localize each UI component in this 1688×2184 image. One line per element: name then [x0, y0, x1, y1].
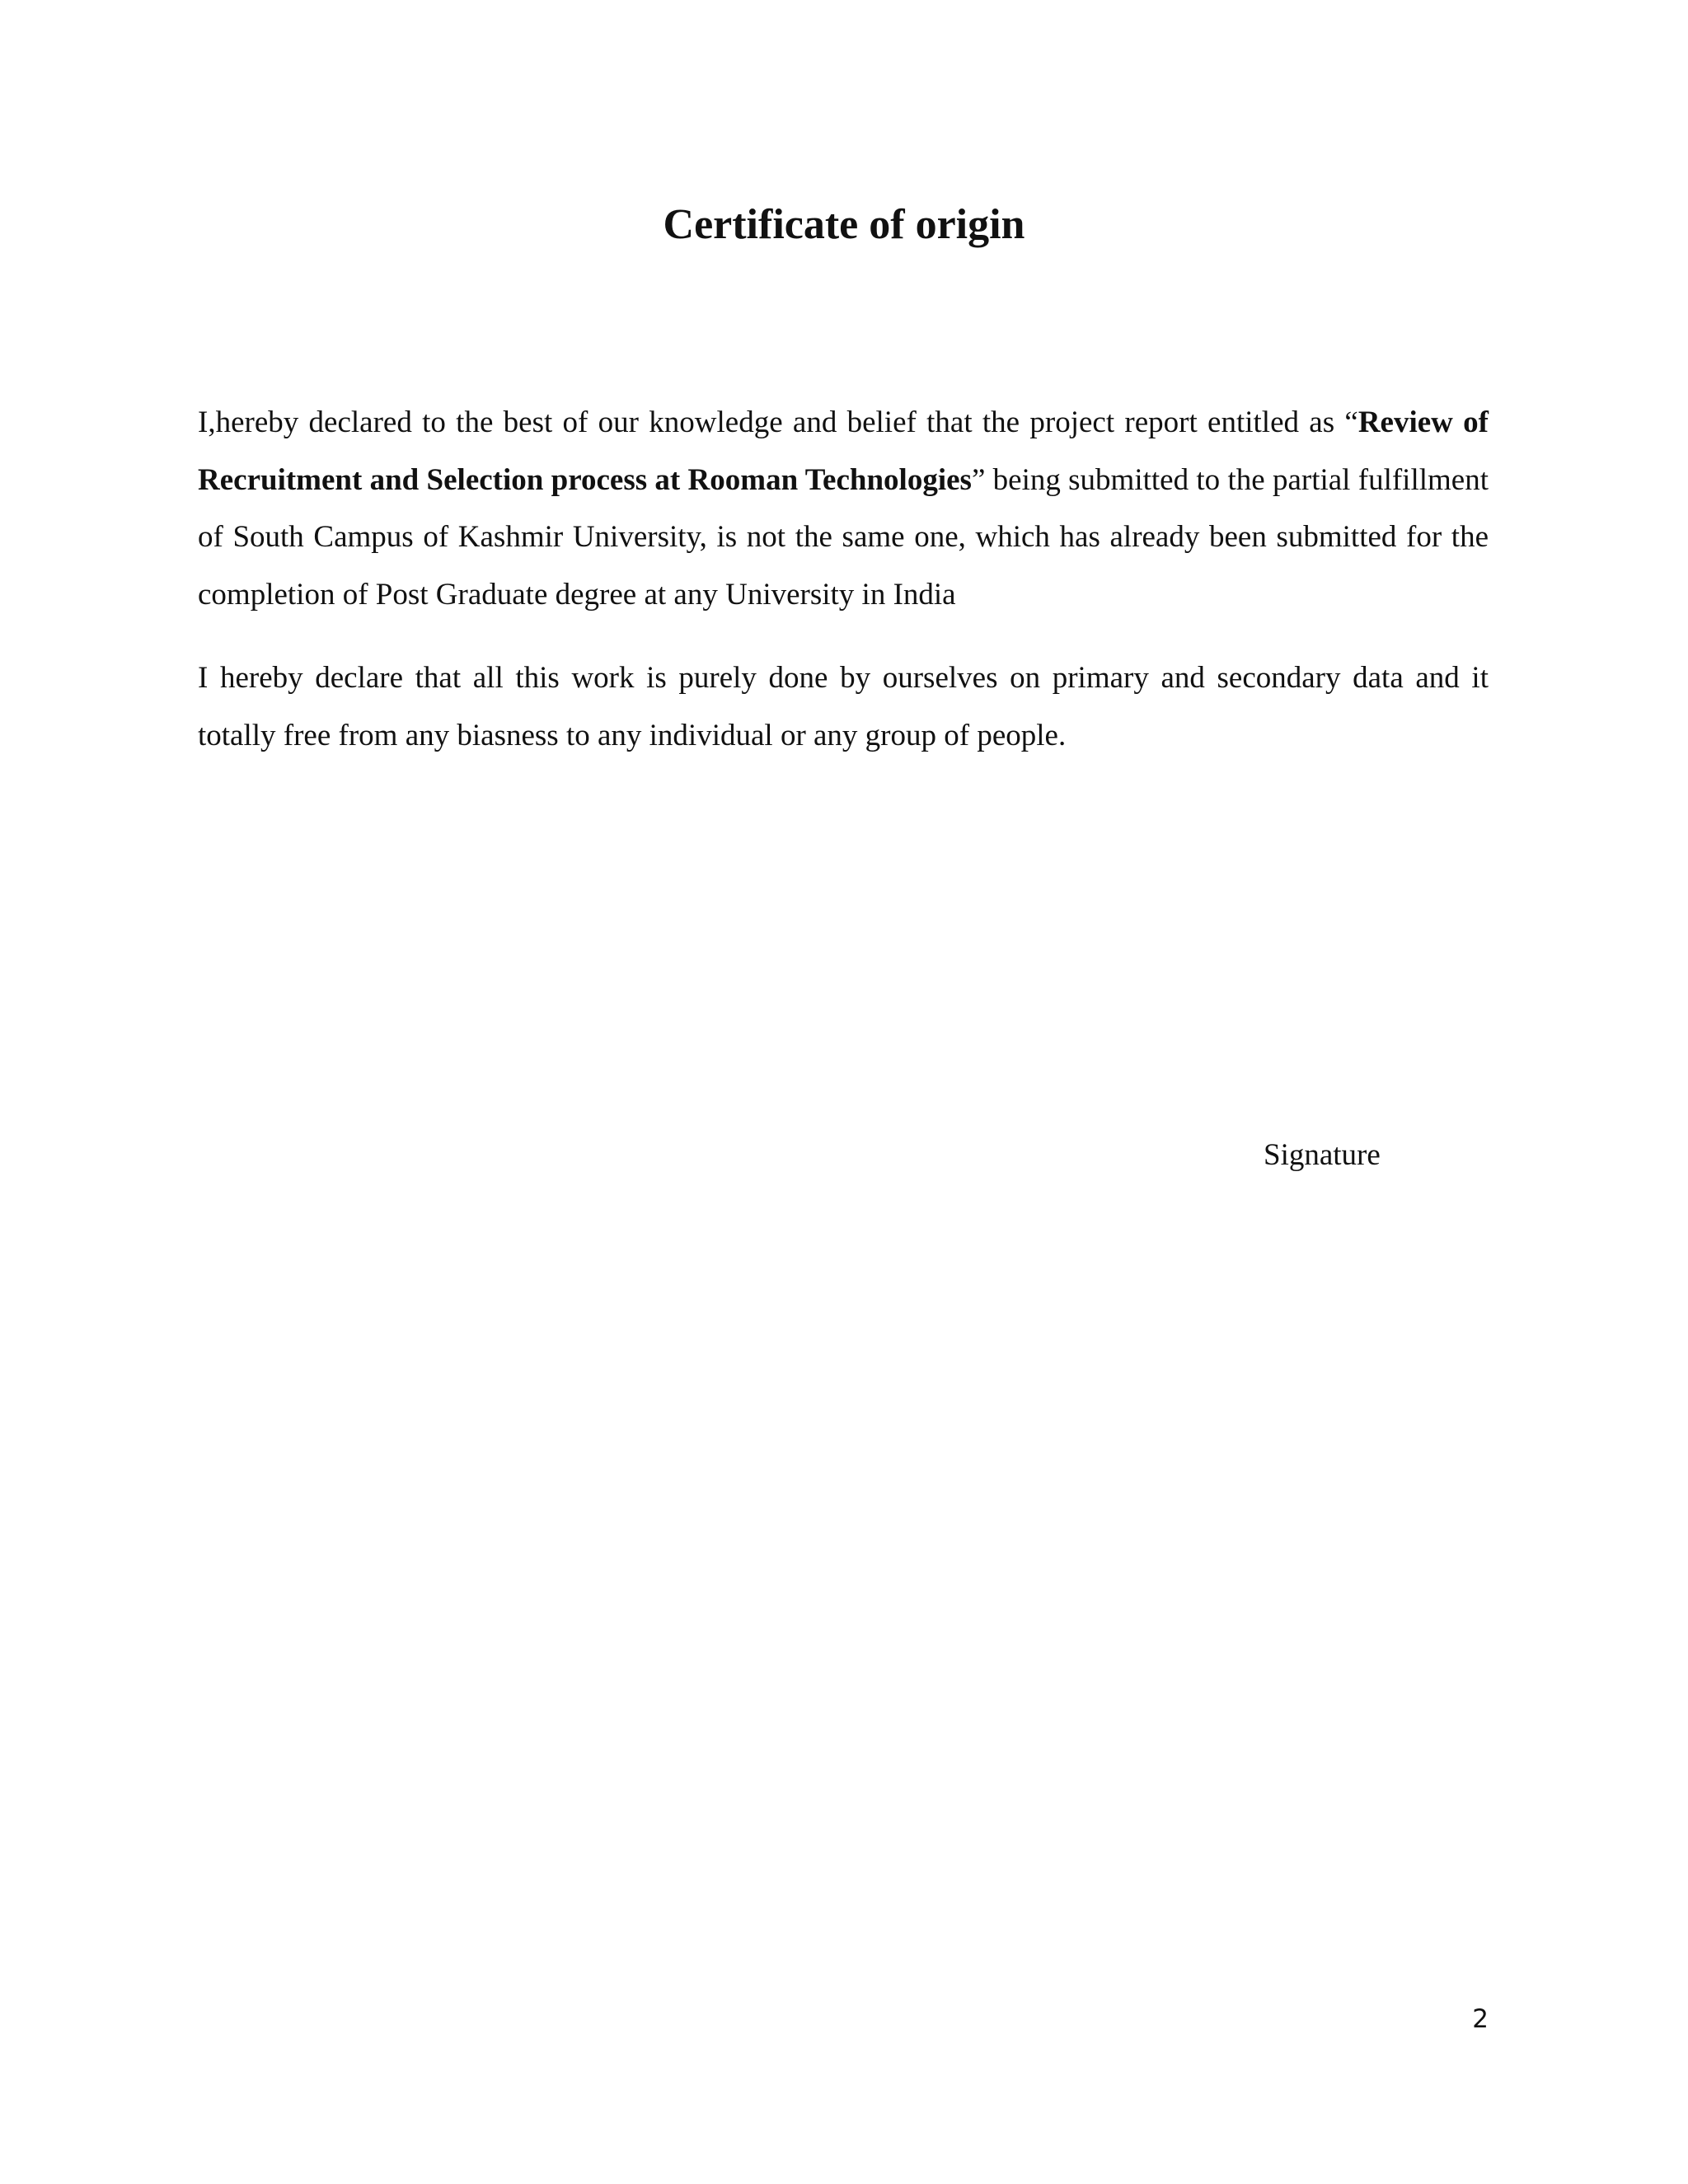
signature-label: Signature	[1264, 1138, 1381, 1172]
project-title: Review of Recruitment and Selection process at Rooman Technologies	[198, 405, 1489, 497]
page-number: 2	[1472, 2004, 1489, 2034]
declaration-body	[198, 394, 1489, 764]
paragraph-1-rest: ” being submitted to the partial fulfillment of South Campus of Kashmir University, is not the same one, which has already been submitted for the completion of Post Graduate degree at any University in India	[198, 462, 1489, 612]
declaration-paragraph-2: I hereby declare that all this work is purely done by ourselves on primary and secondary data and it totally free from any biasness to any individual or any group of people.	[198, 661, 1489, 752]
paragraph-1-intro: I,hereby declared to the best of our knowledge and belief that the project report entitled as “	[198, 405, 1358, 439]
declaration-paragraph-1	[198, 394, 1489, 623]
document-title: Certificate of origin	[663, 201, 1025, 248]
